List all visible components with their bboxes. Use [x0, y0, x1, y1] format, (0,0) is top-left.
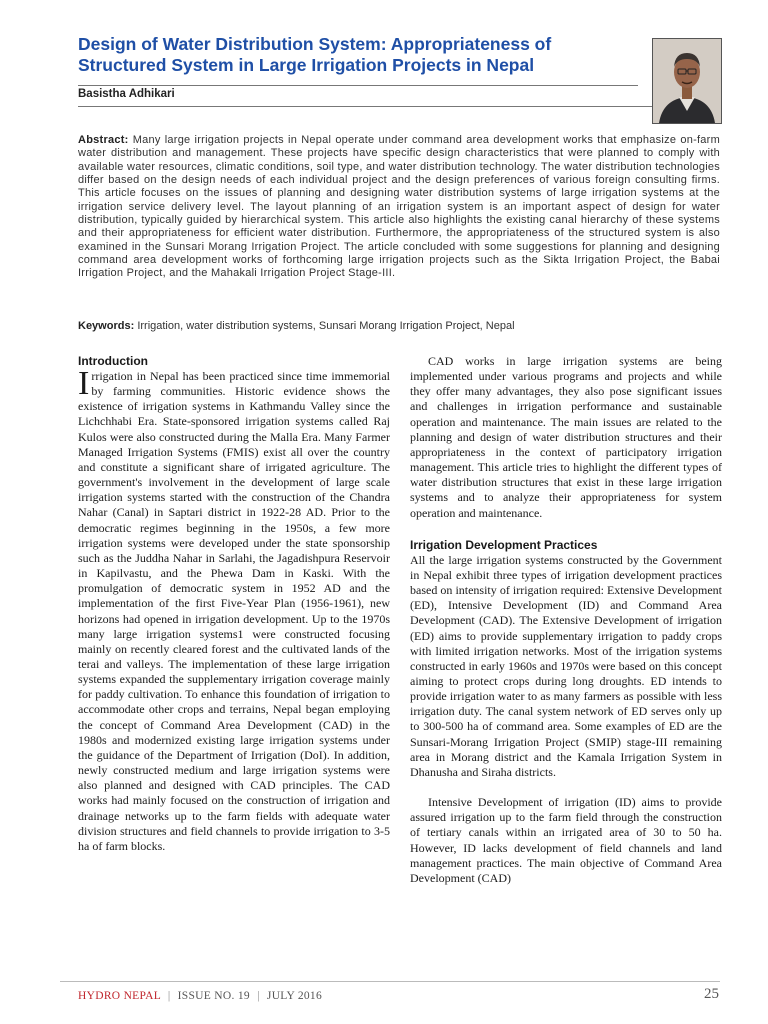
- abstract-text: Many large irrigation projects in Nepal operate under command area development works that emphasize on-farm water distribution and management. These projects have specific design characteristics that were planned to comply with available water resources, climatic conditions, soil type, and water distribution technology. The water distribution technologies differ based on the design needs of each individual project and the design preferences of various foreign consulting firms. This article focuses on the issues of planning and designing water distribution systems of large irrigation systems at the irrigation service delivery level. The layout planning of an irrigation system is an important aspect of design for water distribution, typically guided by hierarchical system. This article also highlights the existing canal hierarchy of these systems and their appropriateness for efficient water distribution. Furthermore, the appropriateness of the structured system is also examined in the Sunsari Morang Irrigation Project. The article concluded with some suggestions for planning and designing command area development works of forthcoming large irrigation projects such as the Sikta Irrigation Project, the Babai Irrigation Project, and the Mahakali Irrigation Project Stage-III.: [78, 134, 720, 280]
- cad-paragraph: CAD works in large irrigation systems are being implemented under various programs and projects and while they offer many advantages, they also pose significant issues and challenges in irrigation performance and sustainable operation and maintenance. The main issues are related to the planning and design of water distribution structures and their appropriateness in the context of participatory irrigation management. This article tries to highlight the different types of water distribution structures that exist in these large irrigation systems and to analyze their appropriateness for system operation and maintenance.: [410, 354, 722, 520]
- abstract: [78, 134, 720, 281]
- introduction-heading: Introduction: [78, 354, 148, 368]
- introduction-paragraph: [78, 365, 390, 854]
- intensive-development-paragraph: Intensive Development of irrigation (ID) aims to provide assured irrigation up to the farm field through the construction of tertiary canals within an irrigated area of 30 to 50 ha. However, ID lacks development of field channels and land management practices. The main objective of Command Area Development (CAD): [410, 795, 722, 885]
- drop-cap: I: [78, 365, 90, 402]
- keywords: [78, 319, 720, 333]
- keywords-text: Irrigation, water distribution systems, Sunsari Morang Irrigation Project, Nepal: [137, 320, 515, 332]
- abstract-label: Abstract:: [78, 134, 129, 146]
- journal-brand-nepal: NEPAL: [123, 990, 161, 1002]
- title-divider: [78, 85, 638, 86]
- page-number: 25: [704, 986, 719, 1002]
- journal-footer: [78, 990, 322, 1002]
- left-column: [78, 354, 390, 854]
- author-portrait-image: [653, 39, 721, 123]
- introduction-text: rrigation in Nepal has been practiced since time immemorial by farming communities. Historic evidence shows the existence of irrigation systems in Kathmandu Valley since the Lichchhabi Era. State-sponsored irrigation systems called Raj Kulos were also constructed during the Malla Era. Many Farmer Managed Irrigation Systems (FMIS) exist all over the country and constitute a significant share of irrigated agriculture. The government's involvement in the development of large scale irrigation systems started with the construction of the Chandra Nahar (Canal) in Saptari district in 1922-28 AD. Prior to the democratic regimes beginning in the 1950s, a few more irrigation systems were developed under the state sponsorship such as the Juddha Nahar in Sarlahi, the Jagadishpura Reservoir in Kapilvastu, and the Phewa Dam in Kaski. With the promulgation of democratic system in 1952 AD and the implementation of the first Five-Year Plan (1956-1961), new horizons had opened in irrigation development. Up to the 1970s many large irrigation systems1 were constructed focusing mainly on recently cleared forest and the cultivated lands of the terai and valleys. The implementation of these large irrigation systems expanded the supplementary irrigation coverage mainly for paddy cultivation. To enhance this foundation of irrigation to accommodate other crops and terrains, Nepal began employing the concept of Command Area Development (CAD) in the 1980s and modernized existing large irrigation systems under the guidance of the Department of Irrigation (DoI). In addition, newly constructed medium and large irrigation systems were also planned and designed with CAD principles. The CAD works had mainly focused on the construction of irrigation and drainage networks up to the farm fields with adequate water division structures and field channels to provide irrigation to 3-5 ha of farm blocks.: [78, 369, 390, 853]
- footer-separator-2: |: [257, 990, 260, 1002]
- keywords-label: Keywords:: [78, 320, 135, 332]
- development-practices-paragraph: All the large irrigation systems constructed by the Government in Nepal exhibit three types of irrigation development practices based on intensity of irrigation required: Extensive Development (ED), Intensive Development (ID) and Command Area Development (CAD). The Extensive Development of irrigation (ED) aims to provide supplementary irrigation to paddy crops with limited irrigation networks. Most of the irrigation systems constructed in early 1960s and 1970s were based on this concept aiming to protect crops during long droughts. ED intends to provide irrigation water to as many farmers as possible with less irrigation duty. The canal system network of ED serves only up to 300-500 ha of command area. Some examples of ED are the Sunsari-Morang Irrigation Project (SMIP) stage-III remaining area in Morang district and the Kamala Irrigation System in Dhanusha and Siraha districts.: [410, 552, 722, 779]
- author-name: Basistha Adhikari: [78, 88, 175, 100]
- author-photo: [652, 38, 722, 124]
- author-divider: [78, 106, 718, 107]
- journal-brand-hydro: HYDRO: [78, 990, 121, 1002]
- footer-separator: |: [167, 990, 171, 1002]
- right-column: [410, 354, 722, 886]
- article-title: Design of Water Distribution System: Appropriateness of Structured System in Large Irrigation Projects in Nepal: [78, 34, 552, 75]
- issue-date: JULY 2016: [266, 990, 323, 1002]
- footer-divider: [60, 981, 720, 982]
- issue-number: ISSUE NO. 19: [177, 990, 250, 1002]
- development-practices-heading: Irrigation Development Practices: [410, 537, 598, 552]
